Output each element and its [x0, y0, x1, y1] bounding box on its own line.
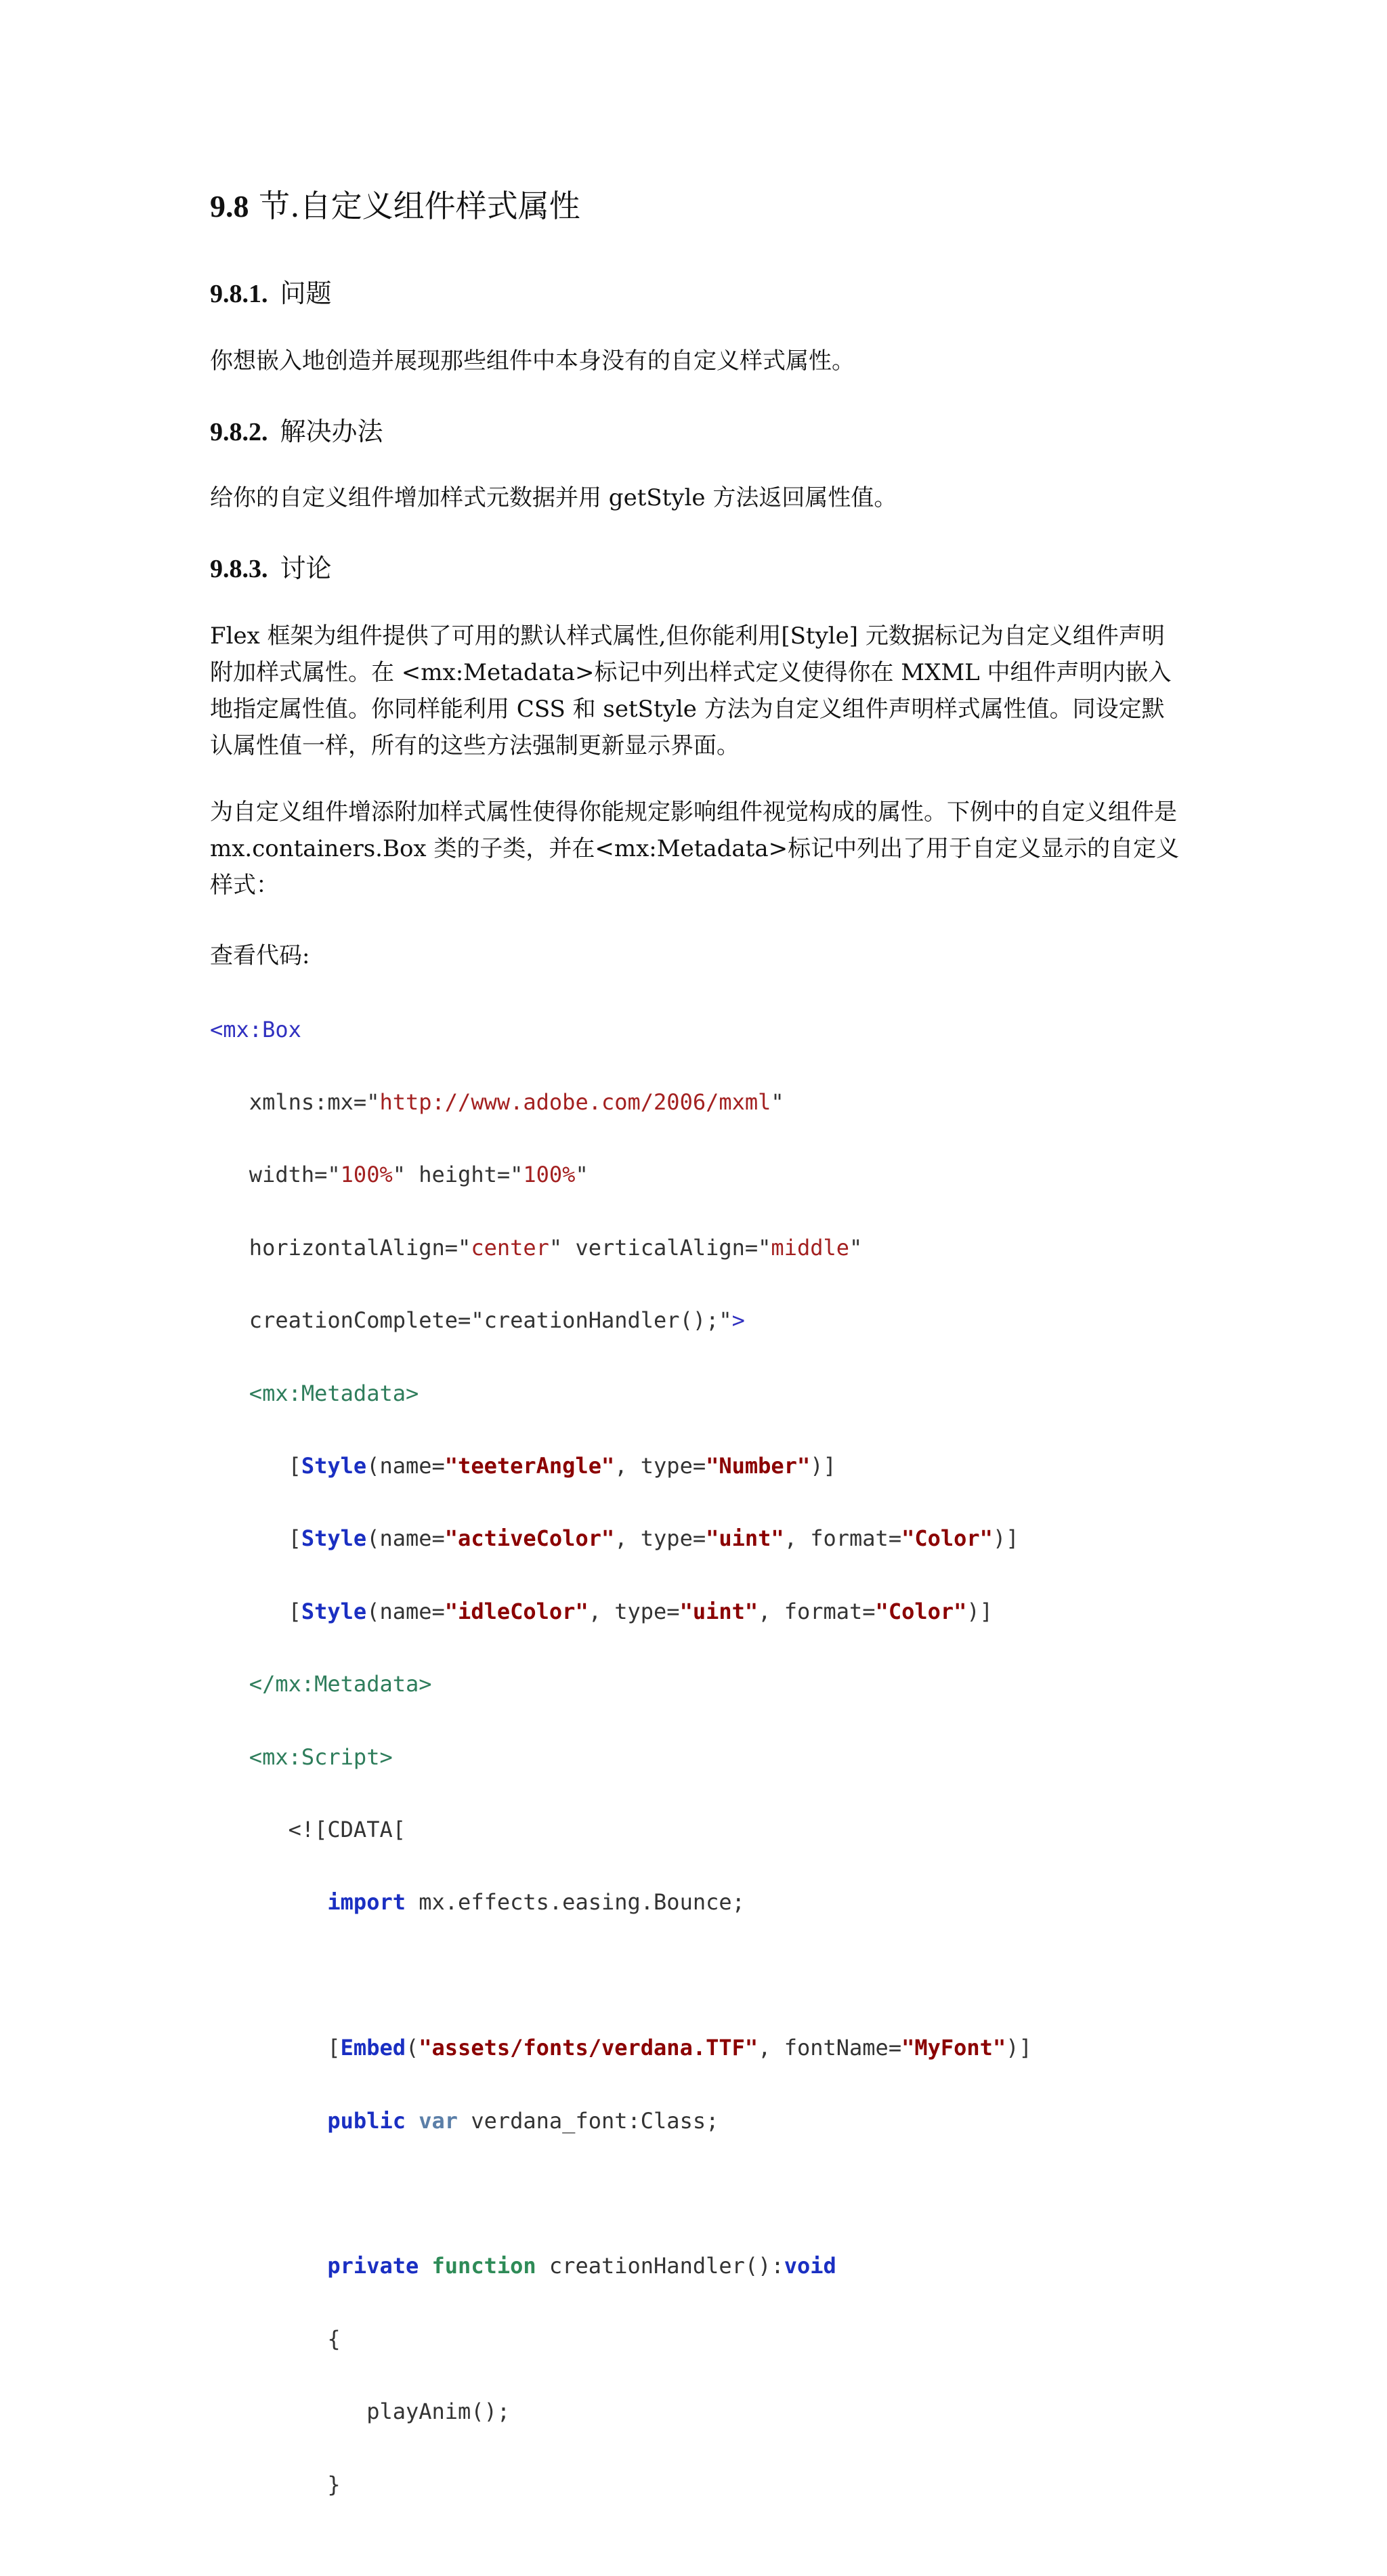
code-label: 查看代码: — [210, 942, 310, 969]
paragraph-discussion-1: Flex 框架为组件提供了可用的默认样式属性,但你能利用[Style] 元数据标记为自定义组件声明附加样式属性。在 <mx:Metadata>标记中列出样式定义使得你在 MXML 中组件声明内嵌入地指定属性值。你同样能利用 CSS 和 setStyle 方法为自定义组件声明样式属性值。同设定默认属性值一样，所有的这些方法强制更新显示界面。 — [210, 622, 1172, 759]
code-line: [Style(name="teeterAngle", type="Number")] — [288, 1453, 836, 1479]
code-line: <mx:Box — [210, 1016, 301, 1042]
code-line: public var verdana_font:Class; — [327, 2107, 719, 2134]
section-title: 讨论 — [280, 553, 332, 583]
code-line: private function creationHandler():void — [327, 2253, 836, 2279]
code-line: <![CDATA[ — [288, 1817, 406, 1842]
code-line: width="100%" height="100%" — [249, 1162, 589, 1188]
section-title: 问题 — [280, 278, 332, 308]
heading-number: 9.8 — [210, 189, 249, 224]
code-line: </mx:Metadata> — [249, 1671, 432, 1697]
section-number: 9.8.3. — [210, 555, 268, 583]
code-line-blank — [210, 2176, 1032, 2212]
code-line: [Style(name="idleColor", type="uint", format="Color")] — [288, 1598, 993, 1624]
code-line: playAnim(); — [366, 2399, 511, 2425]
code-line: { — [327, 2325, 341, 2352]
code-line: [Style(name="activeColor", type="uint", format="Color")] — [288, 1525, 1019, 1552]
heading-title: 节.自定义组件样式属性 — [259, 188, 580, 224]
section-heading-solution — [210, 410, 383, 448]
code-line: } — [327, 2471, 341, 2497]
page-title — [210, 182, 580, 226]
section-title: 解决办法 — [280, 417, 383, 446]
paragraph-solution: 给你的自定义组件增加样式元数据并用 getStyle 方法返回属性值。 — [210, 484, 897, 511]
code-line: import mx.effects.easing.Bounce; — [327, 1889, 745, 1916]
code-line: [Embed("assets/fonts/verdana.TTF", fontName="MyFont")] — [327, 2035, 1032, 2061]
code-line-blank — [210, 1958, 1032, 1994]
paragraph-problem: 你想嵌入地创造并展现那些组件中本身没有的自定义样式属性。 — [210, 347, 855, 375]
section-number: 9.8.2. — [210, 418, 268, 446]
code-line: <mx:Script> — [249, 1744, 393, 1770]
code-line: horizontalAlign="center" verticalAlign="middle" — [249, 1234, 863, 1261]
section-number: 9.8.1. — [210, 280, 268, 308]
code-line: creationComplete="creationHandler();"> — [249, 1307, 745, 1334]
code-line: xmlns:mx="http://www.adobe.com/2006/mxml" — [249, 1089, 784, 1116]
code-line: <mx:Metadata> — [249, 1380, 419, 1406]
section-heading-discussion — [210, 547, 332, 585]
section-heading-problem — [210, 272, 332, 310]
code-block — [210, 975, 1032, 2576]
paragraph-discussion-2: 为自定义组件增添附加样式属性使得你能规定影响组件视觉构成的属性。下例中的自定义组件是 mx.containers.Box 类的子类，并在<mx:Metadata>标记中列出了用于自定义显示的自定义样式： — [210, 799, 1180, 899]
